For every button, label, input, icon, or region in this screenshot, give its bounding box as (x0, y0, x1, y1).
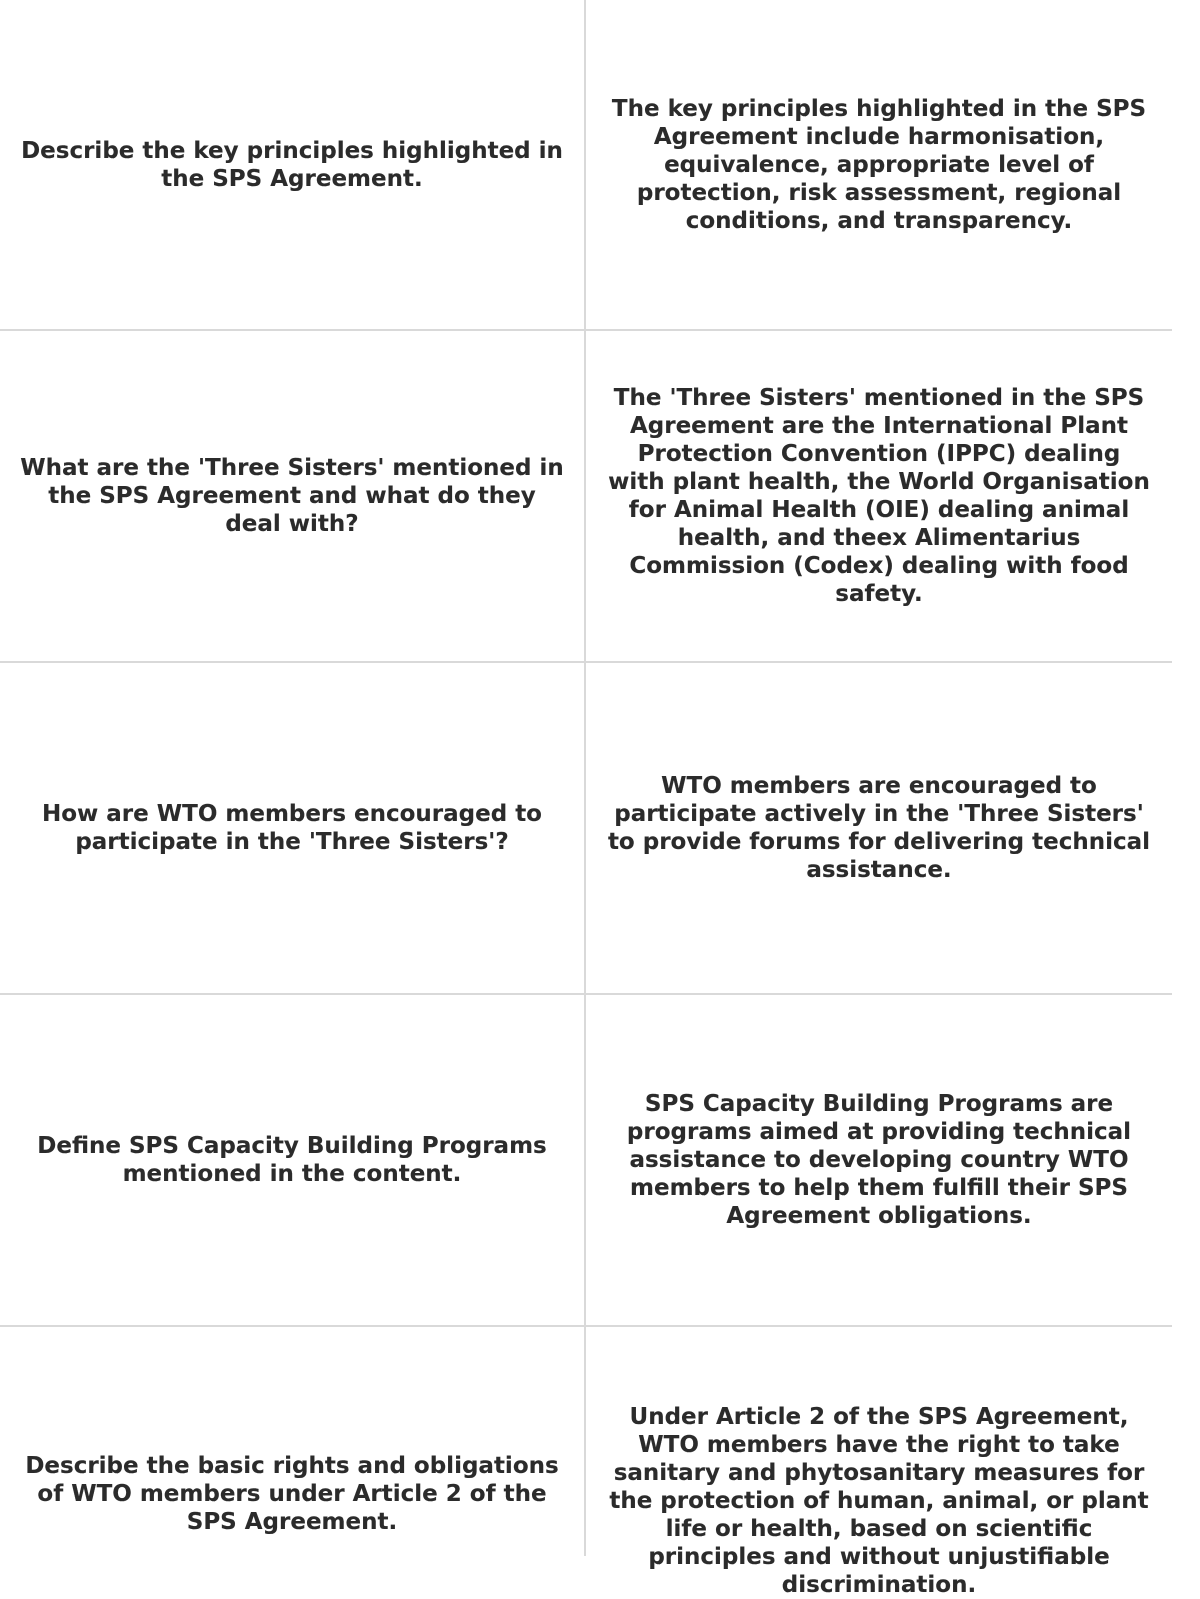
answer-cell (586, 663, 1172, 993)
question-text: Define SPS Capacity Building Programs mentioned in the content. (37, 1133, 547, 1187)
answer-text: WTO members are encouraged to participate actively in the 'Three Sisters' to provide forums for delivering technical assistance. (607, 773, 1151, 883)
question-text: What are the 'Three Sisters' mentioned in the SPS Agreement and what do they deal with? (20, 455, 564, 537)
question-cell (0, 331, 586, 661)
answer-cell (586, 331, 1172, 661)
flashcard-row (0, 1325, 1172, 1598)
question-text: How are WTO members encouraged to participate in the 'Three Sisters'? (41, 801, 542, 855)
question-cell (0, 663, 586, 993)
answer-cell (586, 1327, 1172, 1598)
flashcard-row (0, 329, 1172, 661)
answer-cell (586, 995, 1172, 1325)
answer-text: SPS Capacity Building Programs are programs aimed at providing technical assistance to developing country WTO members to help them fulfill their SPS Agreement obligations. (626, 1091, 1132, 1229)
question-cell (0, 0, 586, 329)
answer-text: The 'Three Sisters' mentioned in the SPS Agreement are the International Plant Protection Convention (IPPC) dealing with plant health, the World Organisation for Animal Health (OIE) dealing animal health, and theex Alimentarius Commission (Codex) dealing with food safety. (608, 385, 1150, 607)
question-text: Describe the key principles highlighted in the SPS Agreement. (21, 137, 563, 192)
answer-text: Under Article 2 of the SPS Agreement, WTO members have the right to take sanitary and phytosanitary measures for the protection of human, animal, or plant life or health, based on scientific principles and without unjustifiable discrimination. (609, 1404, 1149, 1598)
flashcard-row (0, 0, 1172, 329)
question-cell (0, 995, 586, 1325)
flashcard-row (0, 661, 1172, 993)
question-text: Describe the basic rights and obligations of WTO members under Article 2 of the SPS Agreement. (25, 1453, 559, 1535)
question-cell (0, 1327, 586, 1556)
answer-text: The key principles highlighted in the SPS Agreement include harmonisation, equivalence, appropriate level of protection, risk assessment, regional conditions, and transparency. (611, 95, 1147, 234)
flashcard-row (0, 993, 1172, 1325)
answer-cell (586, 0, 1172, 329)
